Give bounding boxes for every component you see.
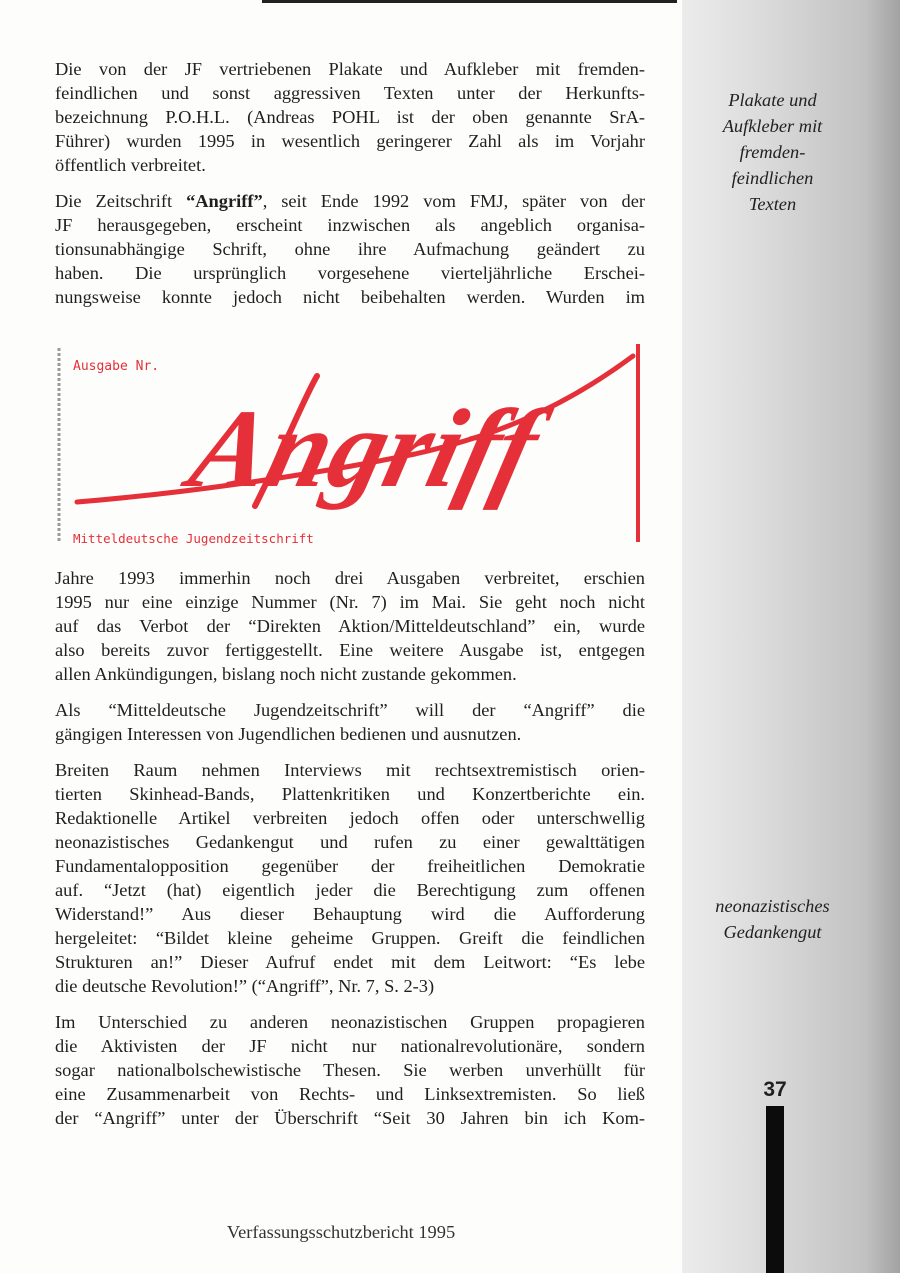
text-line: sogar nationalbolschewistische Thesen. Sie werben unverhüllt für [55, 1060, 645, 1080]
paragraph-1 [55, 57, 645, 177]
margin-note-line: feindlichen [731, 168, 814, 188]
text-line: allen Ankündigungen, bislang noch nicht zustande gekommen. [55, 664, 517, 684]
logo-title: Angriff [179, 386, 551, 511]
paragraph-5 [55, 758, 645, 998]
text-line: JF herausgegeben, erscheint inzwischen als angeblich organisa- [55, 215, 645, 235]
text-segment: Die Zeitschrift [55, 191, 187, 211]
text-line: tierten Skinhead-Bands, Plattenkritiken und Konzertberichte ein. [55, 784, 645, 804]
logo-subtitle: Mitteldeutsche Jugendzeitschrift [73, 531, 314, 546]
text-line: die Aktivisten der JF nicht nur nationalrevolutionäre, sondern [55, 1036, 645, 1056]
text-line: haben. Die ursprünglich vorgesehene vierteljährliche Erschei- [55, 263, 645, 283]
text-line: Jahre 1993 immerhin noch drei Ausgaben verbreitet, erschien [55, 568, 645, 588]
margin-note-posters [690, 87, 855, 217]
text-line: Fundamentalopposition gegenüber der freiheitlichen Demokratie [55, 856, 645, 876]
text-line: nungsweise konnte jedoch nicht beibehalten werden. Wurden im [55, 287, 645, 307]
paragraph-6 [55, 1010, 645, 1130]
text-line: Breiten Raum nehmen Interviews mit rechtsextremistisch orien- [55, 760, 645, 780]
text-line: neonazistisches Gedankengut und rufen zu einer gewalttätigen [55, 832, 645, 852]
angriff-logo-graphic [55, 336, 655, 551]
paragraph-4 [55, 698, 645, 746]
text-line: hergeleitet: “Bildet kleine geheime Gruppen. Greift die feindlichen [55, 928, 645, 948]
text-line: Redaktionelle Artikel verbreiten jedoch offen oder unterschwellig [55, 808, 645, 828]
text-line: Führer) wurden 1995 in wesentlich geringerer Zahl als im Vorjahr [55, 131, 645, 151]
body-text [55, 57, 645, 321]
margin-note-line: Gedankengut [723, 922, 822, 942]
text-line: Als “Mitteldeutsche Jugendzeitschrift” will der “Angriff” die [55, 700, 645, 720]
margin-note-ideology [690, 893, 855, 945]
text-line: also bereits zuvor fertiggestellt. Eine weitere Ausgabe ist, entgegen [55, 640, 645, 660]
text-line: tionsunabhängige Schrift, ohne ihre Aufmachung geändert zu [55, 239, 645, 259]
text-line: bezeichnung P.O.H.L. (Andreas POHL ist der oben genannte SrA- [55, 107, 645, 127]
margin-note-line: neonazistisches [715, 896, 830, 916]
page-edge-shadow [866, 0, 900, 1273]
text-line: auf. “Jetzt (hat) eigentlich jeder die Berechtigung zum offenen [55, 880, 645, 900]
angriff-logo [55, 336, 655, 551]
page-number-bar [766, 1106, 784, 1273]
margin-note-line: Texten [748, 194, 797, 214]
text-line: auf das Verbot der “Direkten Aktion/Mitteldeutschland” ein, wurde [55, 616, 645, 636]
margin-note-line: fremden- [739, 142, 806, 162]
logo-issue-label: Ausgabe Nr. [73, 359, 160, 374]
body-text-continued [55, 566, 645, 1142]
text-line: Strukturen an!” Dieser Aufruf endet mit dem Leitwort: “Es lebe [55, 952, 645, 972]
text-line: der “Angriff” unter der Überschrift “Seit 30 Jahren bin ich Kom- [55, 1108, 645, 1128]
paragraph-2 [55, 189, 645, 309]
top-rule [262, 0, 677, 3]
text-line [55, 189, 645, 213]
page-footer: Verfassungsschutzbericht 1995 [226, 1222, 456, 1242]
text-segment: , seit Ende 1992 vom FMJ, später von der [262, 191, 645, 211]
text-line: gängigen Interessen von Jugendlichen bedienen und ausnutzen. [55, 724, 522, 744]
text-line: Widerstand!” Aus dieser Behauptung wird die Aufforderung [55, 904, 645, 924]
text-line: feindlichen und sonst aggressiven Texten unter der Herkunfts- [55, 83, 645, 103]
text-line: die deutsche Revolution!” (“Angriff”, Nr. 7, S. 2-3) [55, 976, 435, 996]
text-line: Im Unterschied zu anderen neonazistischen Gruppen propagieren [55, 1012, 645, 1032]
margin-note-line: Aufkleber mit [722, 116, 823, 136]
paragraph-3 [55, 566, 645, 686]
text-line: 1995 nur eine einzige Nummer (Nr. 7) im Mai. Sie geht noch nicht [55, 592, 645, 612]
text-line: eine Zusammenarbeit von Rechts- und Linksextremisten. So ließ [55, 1084, 645, 1104]
text-line: Die von der JF vertriebenen Plakate und Aufkleber mit fremden- [55, 59, 645, 79]
page-number: 37 [763, 1078, 787, 1101]
text-line: öffentlich verbreitet. [55, 155, 206, 175]
magazine-name-bold: “Angriff” [186, 191, 263, 211]
margin-note-line: Plakate und [728, 90, 817, 110]
